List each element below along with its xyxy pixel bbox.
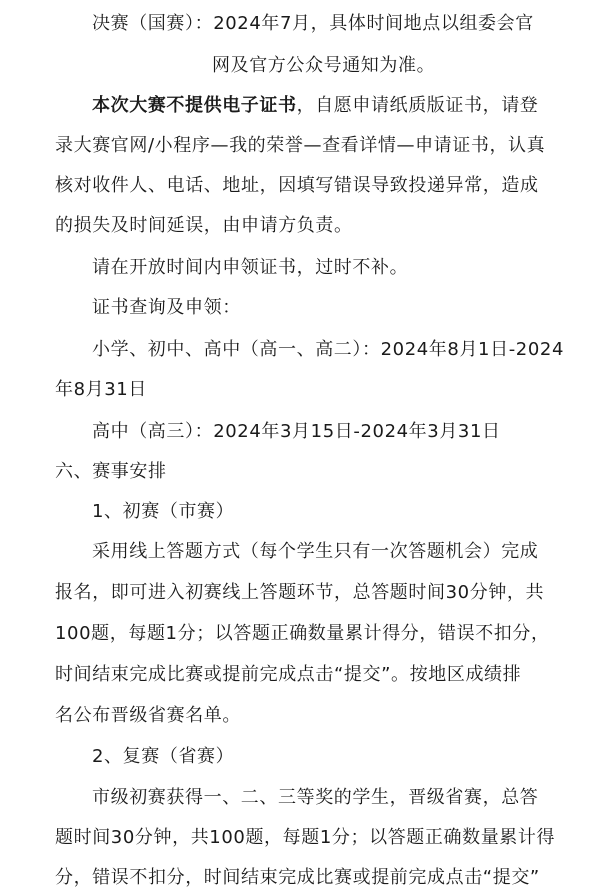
prelim-line-4: 时间结束完成比赛或提前完成点击“提交”。按地区成绩排	[55, 664, 522, 685]
certificate-notice-line-2: 录大赛官网/小程序—我的荣誉—查看详情—申请证书，认真	[55, 135, 546, 156]
deadline-notice: 请在开放时间内申领证书，过时不补。	[92, 257, 409, 278]
prelim-line-3: 100题，每题1分；以答题正确数量累计得分，错误不扣分，	[55, 623, 550, 644]
final-round-line-2: 网及官方公众号通知为准。	[212, 55, 436, 76]
prelim-line-2: 报名，即可进入初赛线上答题环节，总答题时间30分钟，共	[55, 582, 545, 603]
schedule-senior: 高中（高三）：2024年3月15日-2024年3月31日	[92, 421, 501, 442]
schedule-primary-line-2: 年8月31日	[55, 379, 147, 400]
certificate-query-heading: 证书查询及申领：	[92, 297, 241, 318]
certificate-notice-line-3: 核对收件人、电话、地址，因填写错误导致投递异常，造成	[55, 175, 539, 196]
schedule-primary-line-1: 小学、初中、高中（高一、高二）：2024年8月1日-2024	[92, 339, 565, 360]
certificate-notice-line-4: 的损失及时间延误，由申请方负责。	[55, 215, 353, 236]
certificate-notice-line-1	[92, 94, 538, 118]
semi-heading: 2、复赛（省赛）	[92, 746, 235, 767]
prelim-line-5: 名公布晋级省赛名单。	[55, 705, 241, 726]
semi-line-3: 分，错误不扣分，时间结束完成比赛或提前完成点击“提交”	[55, 867, 540, 888]
final-round-line-1: 决赛（国赛）：2024年7月，具体时间地点以组委会官	[92, 13, 534, 34]
section-six-heading: 六、赛事安排	[55, 461, 167, 482]
no-e-certificate-notice: 本次大赛不提供电子证书	[92, 95, 297, 116]
semi-line-2: 题时间30分钟，共100题，每题1分；以答题正确数量累计得	[55, 827, 556, 848]
prelim-line-1: 采用线上答题方式（每个学生只有一次答题机会）完成	[92, 541, 539, 562]
certificate-notice-rest: ，自愿申请纸质版证书，请登	[296, 95, 539, 116]
prelim-heading: 1、初赛（市赛）	[92, 501, 235, 522]
semi-line-1: 市级初赛获得一、二、三等奖的学生，晋级省赛，总答	[92, 787, 539, 808]
